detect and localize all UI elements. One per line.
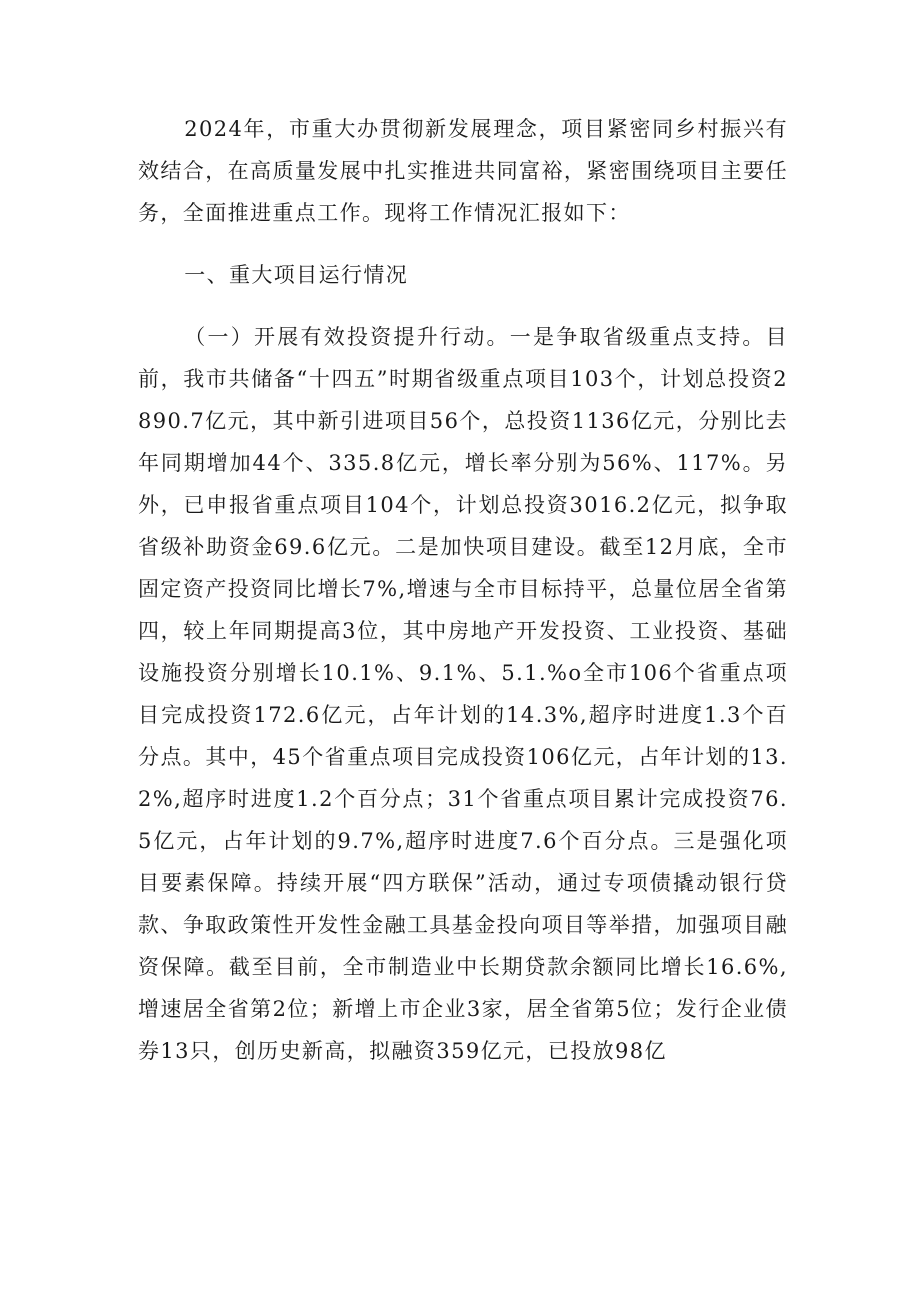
intro-paragraph: 2024年，市重大办贯彻新发展理念，项目紧密同乡村振兴有效结合，在高质量发展中扎实推进共同富裕，紧密围绕项目主要任务，全面推进重点工作。现将工作情况汇报如下： (138, 117, 788, 225)
subsection-body: 一是争取省级重点支持。目前，我市共储备“十四五”时期省级重点项目103个，计划总投资2890.7亿元，其中新引进项目56个，总投资1136亿元，分别比去年同期增加44个、335.8亿元，增长率分别为56%、117%。另外，已申报省重点项目104个，计划总投资3016.2亿元，拟争取省级补助资金69.6亿元。二是加快项目建设。截至12月底，全市固定资产投资同比增长7%,增速与全市目标持平，总量位居全省第四，较上年同期提高3位，其中房地产开发投资、工业投资、基础设施投资分别增长10.1%、9.1%、5.1.%o全市106个省重点项目完成投资172.6亿元，占年计划的14.3%,超序时进度1.3个百分点。其中，45个省重点项目完成投资106亿元，占年计划的13.2%,超序时进度1.2个百分点；31个省重点项目累计完成投资76.5亿元，占年计划的9.7%,超序时进度7.6个百分点。三是强化项目要素保障。持续开展“四方联保”活动，通过专项债撬动银行贷款、争取政策性开发性金融工具基金投向项目等举措，加强项目融资保障。截至目前，全市制造业中长期贷款余额同比增长16.6%,增速居全省第2位；新增上市企业3家，居全省第5位；发行企业债券13只，创历史新高，拟融资359亿元，已投放98亿 (138, 325, 788, 1063)
subsection-heading: （一）开展有效投资提升行动。 (184, 325, 510, 349)
document-body (138, 108, 788, 1072)
section-heading: 一、重大项目运行情况 (184, 263, 409, 287)
subsection-paragraph (138, 316, 788, 1072)
